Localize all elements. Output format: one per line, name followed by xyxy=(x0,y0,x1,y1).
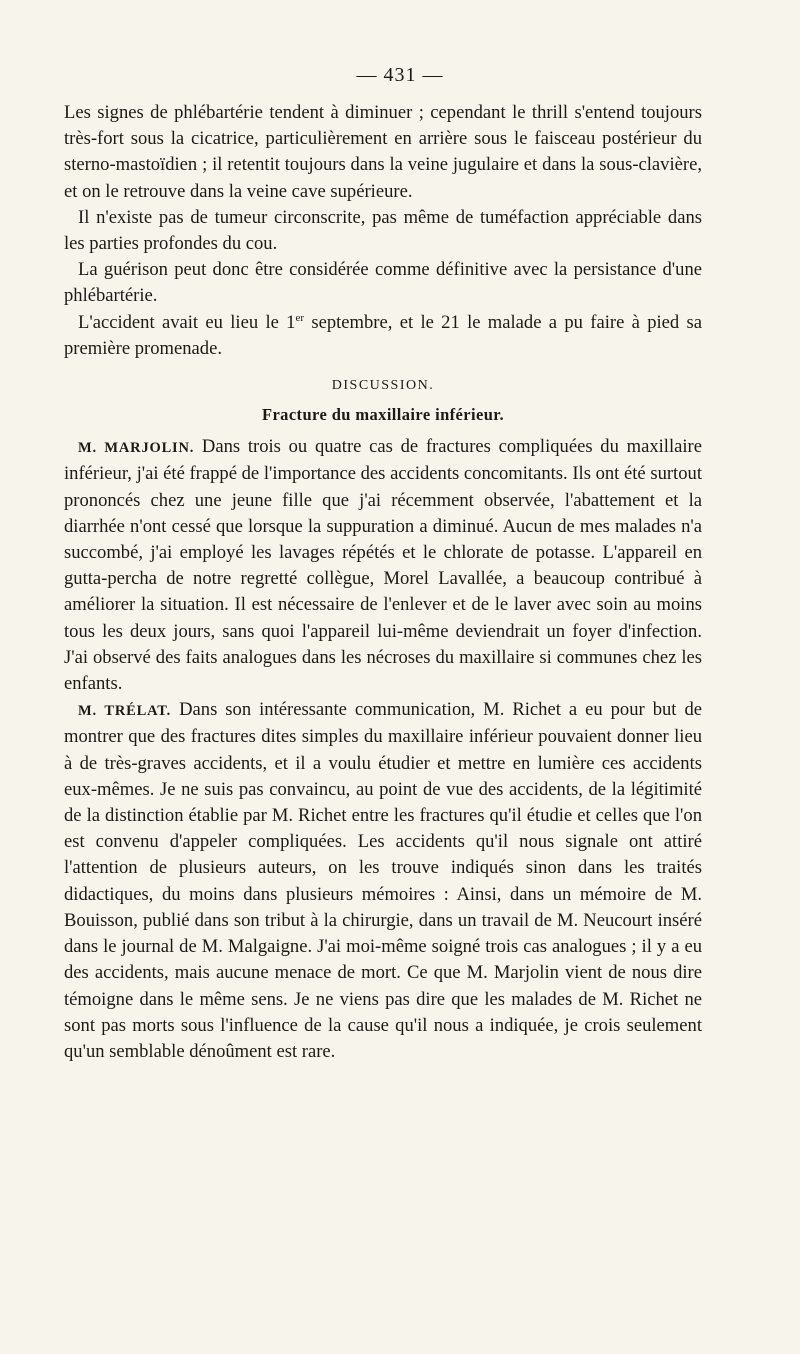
accident-text-start: L'accident avait eu lieu le 1 xyxy=(78,311,296,333)
paragraph: Il n'existe pas de tumeur circonscrite, pas même de tuméfaction appréciable dans les parties profondes du cou. xyxy=(64,206,702,255)
superscript: er xyxy=(295,311,305,324)
body-text xyxy=(64,100,702,1065)
paragraph: Les signes de phlébartérie tendent à diminuer ; cependant le thrill s'entend toujours très-fort sous la cicatrice, particulièrement en arrière sous le faisceau postérieur du sterno-mastoïdien ; il retentit toujours dans la veine jugulaire et dans la sous-clavière, et on le retrouve dans la veine cave supérieure. xyxy=(64,102,702,202)
intervention-trelat xyxy=(64,697,702,1065)
section-heading: DISCUSSION. xyxy=(331,378,435,394)
section-subheading: Fracture du maxillaire inférieur. xyxy=(261,405,505,425)
speaker-name: M. TRÉLAT. xyxy=(78,703,172,720)
page-number: — 431 — xyxy=(356,64,444,86)
paragraph: La guérison peut donc être considérée comme définitive avec la persistance d'une phlébartérie. xyxy=(64,259,702,307)
speaker-name: M. MARJOLIN. xyxy=(78,440,195,457)
paragraph-accident xyxy=(64,310,702,362)
intervention-text: Dans trois ou quatre cas de fractures compliquées du maxillaire inférieur, j'ai été frappé de l'importance des accidents concomitants. Ils ont été surtout prononcés chez une jeune fille que j'ai récemment observée, l'abattement et la diarrhée n'ont cessé que lorsque la suppuration a diminué. Aucun de mes malades n'a succombé, j'ai employé les lavages répétés et le chlorate de potasse. L'appareil en gutta-percha de notre regretté collègue, Morel Lavallée, a beaucoup contribué à améliorer la situation. Il est nécessaire de l'enlever et de le laver avec soin au moins tous les deux jours, sans quoi l'appareil lui-même deviendrait un foyer d'infection. J'ai observé des faits analogues dans les nécroses du maxillaire si communes chez les enfants. xyxy=(64,436,702,695)
intervention-text: Dans son intéressante communication, M. Richet a eu pour but de montrer que des fractures dites simples du maxillaire inférieur pouvaient donner lieu à de très-graves accidents, et il a voulu étudier et mettre en lumière ces accidents eux-mêmes. Je ne suis pas convaincu, au point de vue des accidents, de la légitimité de la distinction établie par M. Richet entre les fractures qu'il étudie et celles que l'on est convenu d'appeler compliquées. Les accidents qu'il nous signale ont attiré l'attention de plusieurs auteurs, on les trouve indiqués sinon dans les traités didactiques, du moins dans plusieurs mémoires : Ainsi, dans un mémoire de M. Bouisson, publié dans son tribut à la chirurgie, dans un travail de M. Neucourt inséré dans le journal de M. Malgaigne. J'ai moi-même soigné trois cas analogues ; il y a eu des accidents, mais aucune menace de mort. Ce que M. Marjolin vient de nous dire témoigne dans le même sens. Je ne viens pas dire que les malades de M. Richet ne sont pas morts sous l'influence de la cause qu'il nous a indiquée, je crois seulement qu'un semblable dénoûment est rare. xyxy=(64,699,703,1062)
intervention-marjolin xyxy=(64,434,702,697)
accident-text-end: septembre, et le 21 le malade a pu faire à pied sa première promenade. xyxy=(64,311,703,359)
